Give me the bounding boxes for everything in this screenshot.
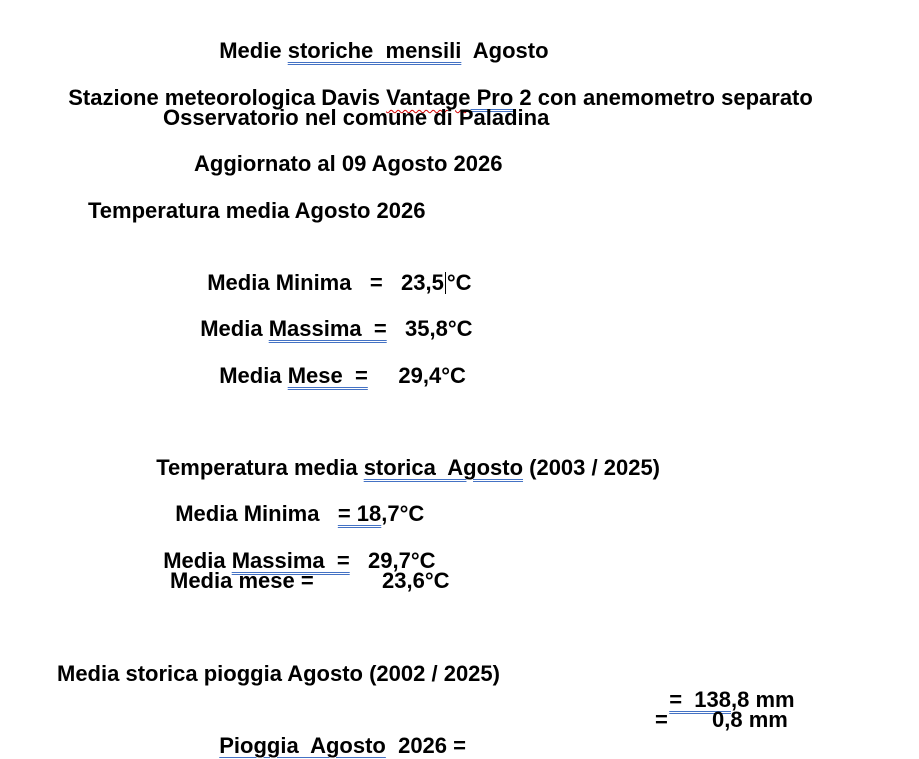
current-min-label: Media Minima = (207, 270, 402, 295)
station-suffix: 2 con anemometro separato (513, 85, 813, 110)
rain-current-value: 0,8 mm (712, 707, 788, 732)
current-max-line (188, 290, 473, 342)
station-pro: Pro (470, 85, 514, 110)
historical-max-value: 29,7°C (349, 548, 436, 573)
historical-min-value-suffix: ,7°C (381, 501, 425, 526)
historical-max-line (151, 522, 436, 574)
historical-avg-value: 23,6°C (382, 568, 450, 593)
station-line (56, 59, 813, 111)
station-prefix: Stazione meteorologica Davis (68, 85, 387, 110)
rain-historical-value (657, 661, 795, 713)
title-prefix: Medie (219, 38, 288, 63)
updated-line: Aggiornato al 09 Agosto 2026 (194, 151, 503, 176)
current-avg-label-prefix: Media (219, 363, 288, 388)
historical-max-label-prefix: Media (163, 548, 232, 573)
observatory-line: Osservatorio nel comune di Paladina (163, 105, 550, 130)
title-underlined: storiche mensili (287, 38, 462, 63)
historical-min-line (163, 475, 424, 527)
current-min-line (195, 244, 472, 296)
historical-heading-suffix: (2003 / 2025) (523, 455, 660, 480)
document-title (207, 12, 549, 64)
title-suffix: Agosto (461, 38, 549, 63)
historical-max-label-underlined: Massima = (231, 548, 350, 573)
rain-historical-value-underlined: = 138 (669, 687, 732, 712)
station-vantage: Vantage (386, 85, 471, 110)
current-min-value-a: 23,5 (401, 270, 444, 295)
current-month-heading: Temperatura media Agosto 2026 (88, 198, 426, 223)
current-min-value-b: °C (446, 270, 472, 295)
historical-heading (144, 429, 660, 481)
current-max-label-underlined: Massima = (268, 316, 387, 341)
rain-historical-value-suffix: ,8 mm (731, 687, 795, 712)
historical-heading-underlined: storica Agosto (363, 455, 524, 480)
rain-current-label-underlined: Pioggia Agosto (219, 733, 386, 758)
current-avg-label-underlined: Mese = (287, 363, 368, 388)
historical-avg-label: Media mese = (170, 568, 314, 593)
current-max-value: 35,8°C (386, 316, 473, 341)
historical-heading-prefix: Temperatura media (156, 455, 364, 480)
rain-current-label (207, 707, 466, 759)
rain-historical-label: Media storica pioggia Agosto (2002 / 2025) (57, 661, 500, 686)
rain-current-label-suffix: 2026 = (385, 733, 466, 758)
current-max-label-prefix: Media (200, 316, 269, 341)
rain-current-eq: = (655, 707, 668, 732)
historical-min-label: Media Minima (175, 501, 338, 526)
historical-min-value-underlined: = 18 (337, 501, 382, 526)
current-avg-value: 29,4°C (367, 363, 466, 388)
current-avg-line (207, 337, 466, 389)
